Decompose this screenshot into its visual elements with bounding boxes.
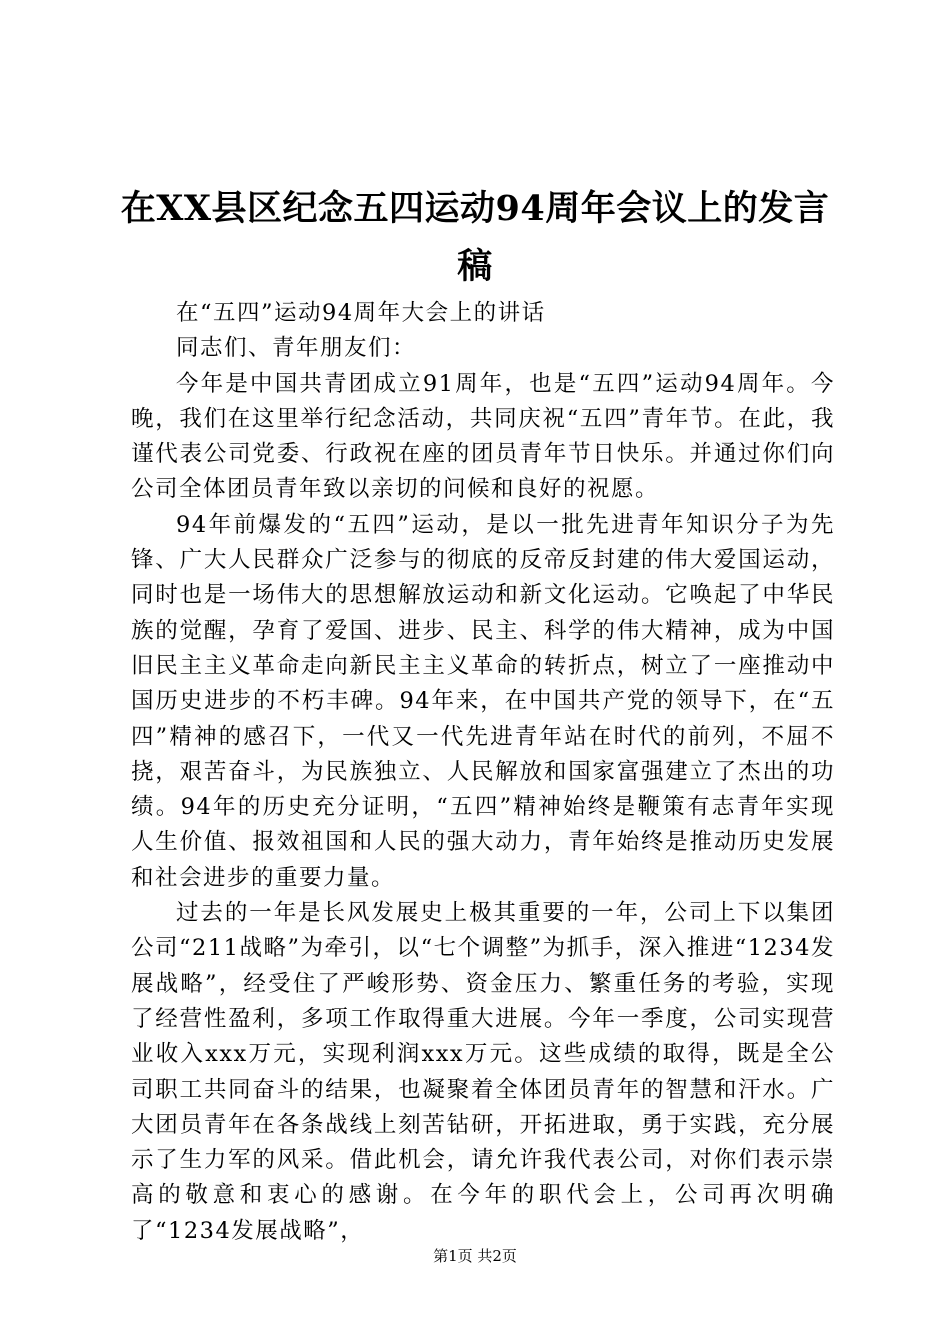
body-paragraph: 94年前爆发的“五四”运动，是以一批先进青年知识分子为先锋、广大人民群众广泛参与的彻底的反帝反封建的伟大爱国运动，同时也是一场伟大的思想解放运动和新文化运动。它唤起了中华民族的觉醒，孕育了爱国、进步、民主、科学的伟大精神，成为中国旧民主主义革命走向新民主主义革命的转折点，树立了一座推动中国历史进步的不朽丰碑。94年来，在中国共产党的领导下，在“五四”精神的感召下，一代又一代先进青年站在时代的前列，不屈不挠，艰苦奋斗，为民族独立、人民解放和国家富强建立了杰出的功绩。94年的历史充分证明，“五四”精神始终是鞭策有志青年实现人生价值、报效祖国和人民的强大动力，青年始终是推动历史发展和社会进步的重要力量。 [131,511,835,891]
document-body [131,296,835,1249]
salutation-paragraph: 同志们、青年朋友们： [176,335,417,362]
document-title: 在XX县区纪念五四运动94周年会议上的发言稿 [120,188,830,287]
subtitle-paragraph: 在“五四”运动94周年大会上的讲话 [176,300,546,326]
page-footer: 第1页 共2页 [433,1247,517,1265]
body-paragraph: 今年是中国共青团成立91周年，也是“五四”运动94周年。今晚，我们在这里举行纪念活动，共同庆祝“五四”青年节。在此，我谨代表公司党委、行政祝在座的团员青年节日快乐。并通过你们向公司全体团员青年致以亲切的问候和良好的祝愿。 [131,370,835,503]
body-paragraph: 过去的一年是长风发展史上极其重要的一年，公司上下以集团公司“211战略”为牵引，以“七个调整”为抓手，深入推进“1234发展战略”，经受住了严峻形势、资金压力、繁重任务的考验，实现了经营性盈利，多项工作取得重大进展。今年一季度，公司实现营业收入xxx万元，实现利润xxx万元。这些成绩的取得，既是全公司职工共同奋斗的结果，也凝聚着全体团员青年的智慧和汗水。广大团员青年在各条战线上刻苦钻研，开拓进取，勇于实践，充分展示了生力军的风采。借此机会，请允许我代表公司，对你们表示崇高的敬意和衷心的感谢。在今年的职代会上，公司再次明确了“1234发展战略”， [131,900,835,1244]
